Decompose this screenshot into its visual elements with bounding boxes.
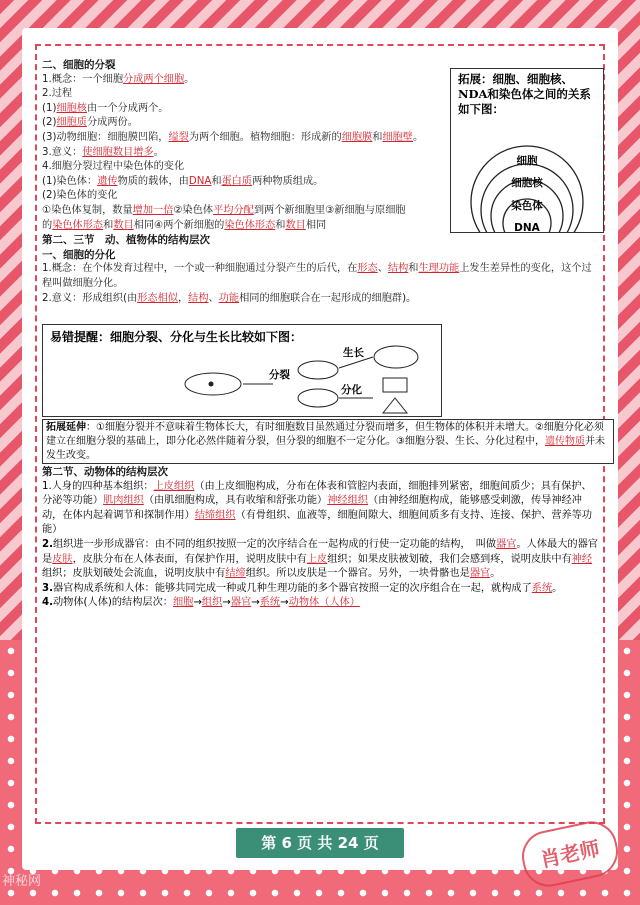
- paragraph: 2.过程: [42, 88, 73, 100]
- paragraph: 1.人身的四种基本组织：上皮组织（由上皮细胞构成，分布在体表和管腔内表面，细胞排列紧密，细胞间质少；具有保护、分泌等功能）肌肉组织（由肌细胞构成，具有收缩和舒张功能）神经组织（由神经细胞构成，能够感受刺激，传导神经冲动，在体内起着调节和探制作用）结缔组织（有骨组织、血液等，细胞间隙大、细胞间质多有支持、连接、保护、营养等功能）: [42, 480, 593, 536]
- section-title: 二、细胞的分裂: [42, 59, 116, 71]
- grow-label: 生长: [343, 347, 364, 359]
- error-tip-box: [42, 324, 442, 417]
- paragraph: (2)细胞质分成两份。: [42, 117, 138, 129]
- section-animal-structure: [42, 465, 598, 611]
- paragraph: 1.概念：在个体发育过程中，一个或一种细胞通过分裂产生的后代，在形态、结构和生理功能上发生差异性的变化，这个过程叫做细胞分化。: [42, 263, 592, 289]
- label-cell: 细胞: [516, 155, 538, 167]
- label-dna: DNA: [514, 222, 540, 232]
- watermark: 神秘网: [2, 874, 42, 889]
- diff-label: 分化: [341, 384, 362, 396]
- label-nucleus: 细胞核: [511, 177, 543, 189]
- split-label: 分裂: [269, 369, 290, 381]
- paragraph: ①染色体复制，数量增加一倍②染色体平均分配到两个新细胞里③新细胞与原细胞: [42, 204, 406, 216]
- differentiated-cell-1: [383, 378, 407, 392]
- section-title: 第二节、动物体的结构层次: [42, 466, 168, 478]
- differentiated-cell-2: [383, 398, 407, 413]
- expansion-label: 拓展延伸: [46, 422, 86, 433]
- section-title: 第二、三节 动、植物体的结构层次: [42, 234, 210, 247]
- paragraph: 2.意义：形成组织(由形态相似，结构、功能相同的细胞联合在一起形成的细胞群)。: [42, 292, 417, 304]
- daughter-cell-1: [298, 361, 338, 379]
- paragraph: (3)动物细胞：细胞膜凹陷，缢裂为两个细胞。植物细胞：形成新的细胞膜和细胞壁。: [42, 131, 424, 143]
- paragraph: 4.动物体(人体)的结构层次：细胞→组织→器官→系统→动物体（人体）: [42, 597, 360, 609]
- paragraph: 4.细胞分裂过程中染色体的变化: [42, 161, 185, 173]
- tip-title: 易错提醒：细胞分裂、分化与生长比较如下图：: [50, 330, 303, 344]
- paragraph: 3.器官构成系统和人体：能够共同完成一种或几种生理功能的多个器官按照一定的次序组合在一起，就构成了系统。: [42, 582, 563, 594]
- daughter-cell-2: [298, 389, 338, 407]
- extension-text: 拓展：细胞、细胞核、NDA和染色体之间的关系如下图：: [458, 72, 591, 116]
- paragraph: 的染色体形态和数目相同④两个新细胞的染色体形态和数目相同: [42, 219, 327, 231]
- paragraph: (1)细胞核由一个分成两个。: [42, 102, 169, 114]
- label-chromosome: 染色体: [511, 200, 543, 212]
- expansion-box: 拓展延伸：①细胞分裂并不意味着生物体长大，有时细胞数目虽然通过分裂而增多，但生物体的体积并未增大。②细胞分化必须建立在细胞分裂的基础上，即分化必然伴随着分裂，但分裂的细胞不一定分化。③细胞分裂、生长、分化过程中，遗传物质并未发生改变。: [42, 419, 614, 464]
- paragraph: 2.组织进一步形成器官：由不同的组织按照一定的次序结合在一起构成的行使一定功能的结构， 叫做器官。人体最大的器官是皮肤，皮肤分布在人体表面，有保护作用，说明皮肤中有上皮组织；如果皮肤被划破，我们会感到疼，说明皮肤中有神经组织；皮肤划破处会流血，说明皮肤中有结缔组织。所以皮肤是一个器官。另外，一块骨骼也是器官。: [42, 538, 598, 580]
- teacher-stamp: 肖老师: [517, 817, 623, 892]
- grown-cell: [374, 346, 418, 368]
- page-indicator: 第 6 页 共 24 页: [236, 828, 404, 858]
- paragraph: (1)染色体：遗传物质的载体，由DNA和蛋白质两种物质组成。: [42, 175, 324, 187]
- nested-circles-diagram: [451, 69, 603, 232]
- paragraph: 1.概念：一个细胞分成两个细胞。: [42, 73, 195, 85]
- subsection-title: 一、细胞的分化: [42, 248, 116, 261]
- extension-box: [450, 68, 604, 233]
- paragraph: (2)染色体的变化: [42, 190, 118, 202]
- cell-process-diagram: [43, 325, 441, 416]
- paragraph: 3.意义：使细胞数目增多。: [42, 146, 164, 158]
